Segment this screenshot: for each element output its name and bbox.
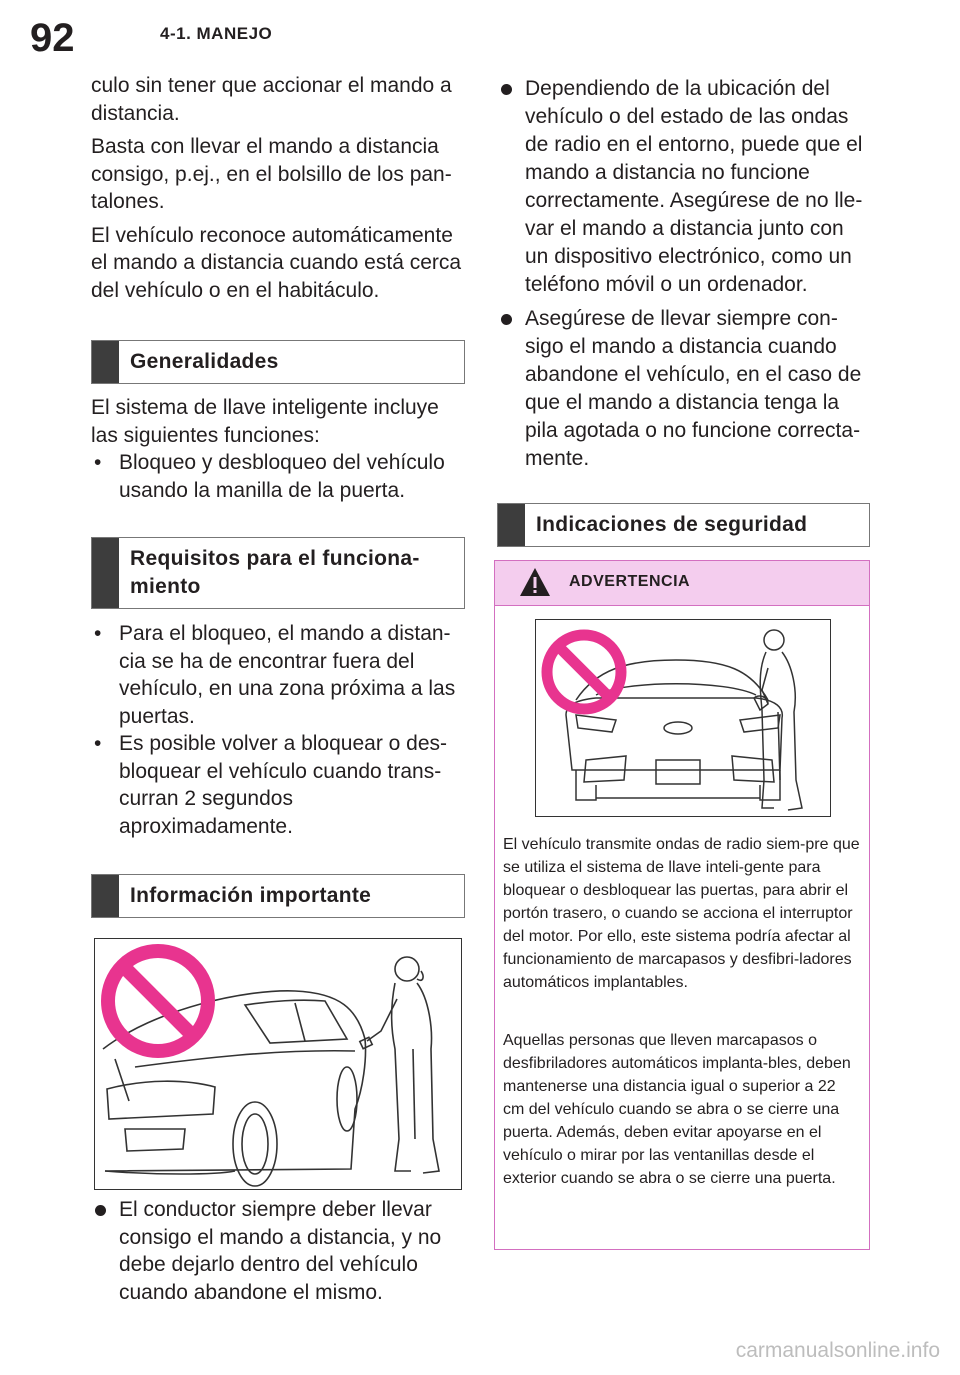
car-with-driver-illustration: [95, 939, 461, 1189]
heading-generalidades: [91, 340, 465, 384]
list-item-text: El conductor siempre deber llevar consigo el mando a distancia, y no debe dejarlo dentro del vehículo cuando abandone el mismo.: [119, 1198, 442, 1304]
list-item: [91, 730, 463, 840]
section-title: 4-1. MANEJO: [160, 24, 273, 43]
warning-triangle-icon: [519, 567, 551, 597]
prohibition-icon: [547, 635, 621, 709]
list-item-text: Para el bloqueo, el mando a distan-cia se ha de encontrar fuera del vehículo, en una zona próxima a las puertas.: [119, 622, 456, 728]
prohibition-icon: [108, 951, 208, 1051]
list-item-text: Asegúrese de llevar siempre con-sigo el mando a distancia cuando abandone el vehículo, en el caso de que el mando a distancia tenga la pila agotada o no funcione correcta-mente.: [525, 307, 862, 470]
informacion-content: [91, 1196, 463, 1306]
warning-box: [494, 560, 870, 1250]
illustration-key-fob: [94, 938, 462, 1190]
bullet-dot: [95, 1205, 106, 1216]
generalidades-content: [91, 394, 463, 504]
right-column: [497, 75, 869, 473]
list-item: [91, 1196, 463, 1306]
bullet-dot: •: [94, 732, 102, 755]
list-item: [497, 305, 869, 473]
heading-requisitos: [91, 537, 465, 609]
list-item: [91, 620, 463, 730]
warning-title: ADVERTENCIA: [569, 573, 691, 590]
heading-bar: [92, 538, 119, 608]
list-item: [91, 449, 463, 504]
heading-text: Indicaciones de seguridad: [536, 513, 808, 536]
intro-paragraph-1: culo sin tener que accionar el mando a distancia.: [91, 74, 452, 125]
heading-text: Generalidades: [130, 350, 279, 373]
heading-seguridad: [497, 503, 870, 547]
list-item-text: Dependiendo de la ubicación del vehículo o del estado de las ondas de radio en el entorno, puede que el mando a distancia no funcione correctamente. Asegúrese de no lle-var el mando a distancia junto con un dispositivo electrónico, como un teléfono móvil o un ordenador.: [525, 77, 863, 296]
heading-text: Requisitos para el funciona-miento: [130, 547, 420, 598]
illustration-pacemaker-warning: [535, 619, 831, 817]
heading-bar: [92, 341, 119, 383]
heading-bar: [498, 504, 525, 546]
watermark: carmanualsonline.info: [735, 1339, 940, 1362]
bullet-dot: •: [94, 622, 102, 645]
heading-bar: [92, 875, 119, 917]
warning-header: [495, 561, 869, 606]
generalidades-text: El sistema de llave inteligente incluye las siguientes funciones:: [91, 396, 439, 447]
page-number: 92: [30, 16, 75, 60]
heading-text: Información importante: [130, 884, 372, 907]
intro-paragraph-2: Basta con llevar el mando a distancia consigo, p.ej., en el bolsillo de los pan-talones.: [91, 135, 452, 213]
list-item-text: Es posible volver a bloquear o des-bloquear el vehículo cuando trans-curran 2 segundos aproximadamente.: [119, 732, 448, 838]
intro-paragraph-3: El vehículo reconoce automáticamente el mando a distancia cuando está cerca del vehículo o en el habitáculo.: [91, 223, 462, 302]
heading-informacion: [91, 874, 465, 918]
bullet-dot: [501, 84, 512, 95]
bullet-dot: •: [94, 451, 102, 474]
requisitos-content: [91, 620, 463, 840]
warning-paragraph-1: El vehículo transmite ondas de radio siem-pre que se utiliza el sistema de llave inteli-gente para bloquear o desbloquear las puertas, para abrir el portón trasero, o cuando se acciona el interruptor del motor. Por ello, este sistema podría afectar al funcionamiento de marcapasos y desfibri-ladores automáticos implantables.: [503, 836, 860, 991]
bullet-dot: [501, 314, 512, 325]
list-item: [497, 75, 869, 299]
left-column: [91, 72, 463, 304]
car-front-person-illustration: [536, 620, 830, 816]
list-item-text: Bloqueo y desbloqueo del vehículo usando la manilla de la puerta.: [119, 451, 445, 502]
warning-paragraph-2: Aquellas personas que lleven marcapasos o desfibriladores automáticos implanta-bles, deben mantenerse una distancia igual o superior a 22 cm del vehículo cuando se abra o se cierre una puerta. Además, deben evitar apoyarse en el vehículo o mirar por las ventanillas desde el exterior cuando se abra o se cierre una puerta.: [503, 1032, 851, 1187]
